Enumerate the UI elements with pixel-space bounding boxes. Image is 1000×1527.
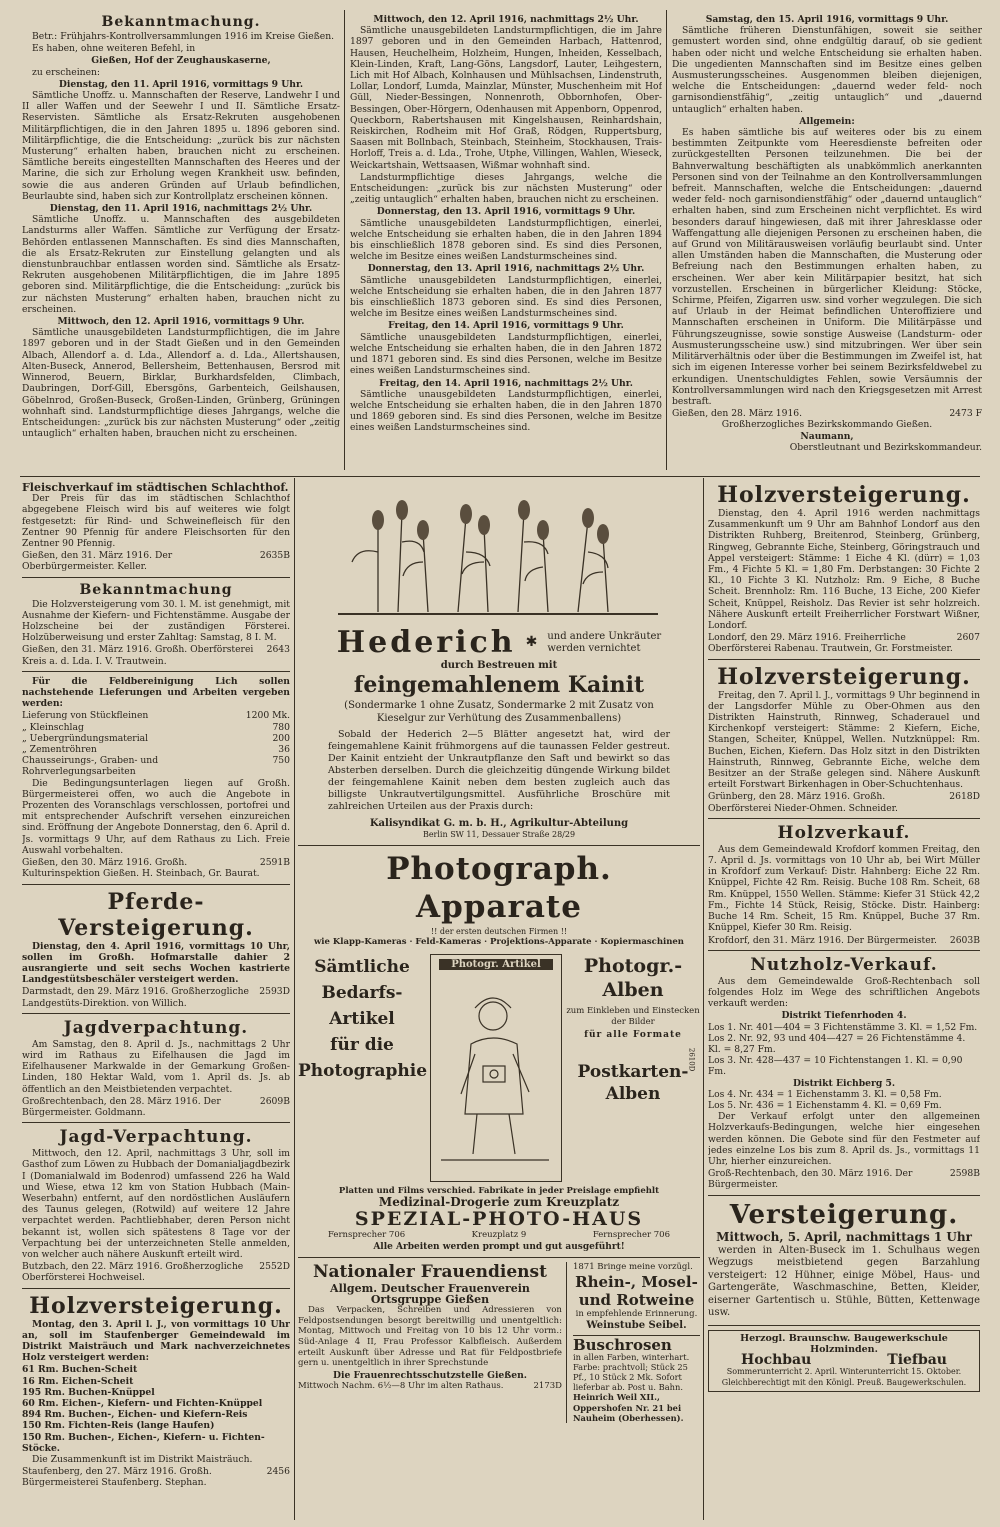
photo-albums-line: Photogr.- xyxy=(583,955,683,978)
ad-text: Die Bedingungsunterlagen liegen auf Großh. Bürgermeisterei offen, wo auch die Angebote in Prozenten des Voranschlags verschlossen, portofrei und mit entsprechender Aufschrift versehen einzureichen sind. Eröffnung der Angebote Donnerstag, den 6. April d. Js. vormittags 9 Uhr, auf dem Rathaus zu Lich. Freie Auswahl vorbehalten. xyxy=(22,777,290,856)
column-3-bottom xyxy=(708,482,980,1522)
photo-spezial: SPEZIAL-PHOTO-HAUS xyxy=(354,1208,644,1231)
hederich-paren: (Sondermarke 1 ohne Zusatz, Sondermarke 2 mit Zusatz von Kieselgur zur Verhütung des Zusammenballens) xyxy=(344,700,654,725)
date-heading: Freitag, den 14. April 1916, nachmittags 2½ Uhr. xyxy=(379,377,633,389)
ad-text: Dienstag, den 4. April 1916, vormittags 10 Uhr, sollen im Großh. Hofmarstalle dahier 2 ausrangierte und seit sechs Wochen kastrierte Landgestütsbeschäler versteigert werden. xyxy=(22,940,290,986)
date-heading: Mittwoch, den 12. April 1916, nachmittags 2½ Uhr. xyxy=(373,14,639,25)
delivery-row xyxy=(22,733,290,744)
ad-title: Fleischverkauf im städtischen Schlachthof. xyxy=(22,482,289,494)
frauendienst-sig: Die Frauenrechtsschutzstelle Gießen. xyxy=(332,1369,527,1381)
ad-title: Jagdverpachtung. xyxy=(63,1017,249,1038)
ad-signature: Darmstadt, den 29. März 1916. Großherzogliche Landgestüts-Direktion. von Willich. xyxy=(22,986,249,1009)
ad-ref: 2473 F xyxy=(949,408,982,420)
ad-ref: 2635B xyxy=(259,550,290,562)
auction-date: Mittwoch, 5. April, nachmittags 1 Uhr xyxy=(716,1229,972,1244)
ad-text: Der Preis für das im städtischen Schlachthof abgegebene Fleisch wird bis auf weiteres wie folgt festgesetzt: für Rind- und Schweinefleisch für den Zentner 90 Pfennig für andere Fleischsorten für den Zentner 90 Pfennig. xyxy=(22,493,290,550)
ad-ref: 2610D xyxy=(686,1047,695,1072)
frauendienst-text: Das Verpacken, Schreiben und Adressieren von Feldpostsendungen besorgt bereitwillig und unentgeltlich: Montag, Mittwoch und Freitag von 10 bis 12 Uhr vorm.: Süd-Anlage 4 II, Frau Professor Kalbfleisch. Außerdem erteilt Auskunft über Adresse und Rat für Feldpostbriefe gern u. unentgeltlich in ihrer Sprechstunde xyxy=(298,1305,562,1369)
delivery-label: „ Zementröhren xyxy=(22,744,97,756)
ad-title: Holzverkauf. xyxy=(777,822,911,843)
hederich-durch: durch Bestreuen mit xyxy=(440,660,558,671)
notice-text: Sämtliche unausgebildeten Landsturmpflichtigen, einerlei, welche Entscheidung sie erhalten haben, die in den Jahren 1870 und 1869 geboren sind. Es sind dies Personen, welche im Besitze eines weißen Landsturmscheines sind. xyxy=(350,388,662,434)
ad-signature: Staufenberg, den 27. März 1916. Großh. Bürgermeisterei Staufenberg. Stephan. xyxy=(22,1466,212,1489)
section-heading: Allgemein: xyxy=(799,115,855,127)
hederich-address: Berlin SW 11, Dessauer Straße 28/29 xyxy=(422,830,576,840)
date-heading: Samstag, den 15. April 1916, vormittags 9 Uhr. xyxy=(705,14,949,25)
ad-signature: Londorf, den 29. März 1916. Freiherrliche Oberförsterei Rabenau. Trautwein, Gr. Forstmeister. xyxy=(708,632,953,655)
delivery-label: „ Uebergründungsmaterial xyxy=(22,732,149,744)
ad-ref: 2603B xyxy=(949,934,980,946)
lot: Los 1. Nr. 401—404 = 3 Fichtenstämme 3. Kl. = 1,52 Fm. xyxy=(708,1021,978,1033)
notice-text: Sämtliche unausgebildeten Landsturmpflichtigen, die im Jahre 1897 geboren und in der Stadt Gießen und in den Gemeinden Albach, Allendorf a. d. Lda., Allendorf a. d. Lda., Allertshausen, Alten-Buseck, Annerod, Bellersheim, Bettenhausen, Bersrod mit Winnerod, Beuern, Birklar, Burkhardsfelden, Climbach, Daubringen, Dorf-Gill, Ebersgöns, Garbenteich, Geilshausen, Göbelnrod, Großen-Buseck, Großen-Linden, Grünberg, Grüningen wohnhaft sind. Landsturmpflichtige dieses Jahrgangs, welche die Entscheidungen: „zurück bis zur nächsten Musterung“ oder „zeitig untauglich“ erhalten haben, brauchen nicht zu erscheinen. xyxy=(22,327,340,440)
wood-item: 150 Rm. Buchen-, Eichen-, Kiefern- u. Fichten-Stöcke. xyxy=(22,1431,265,1454)
ad-jagd-2 xyxy=(22,1127,290,1283)
postcard-albums-line: Postkarten- xyxy=(577,1062,689,1083)
delivery-list xyxy=(22,710,290,777)
buschrosen-text: in allen Farben, winterhart. Farbe: prachtvoll; Stück 25 Pf., 10 Stück 2 Mk. Sofort lieferbar ab. Post u. Bahn. xyxy=(572,1351,690,1393)
district: Distrikt Eichberg 5. xyxy=(792,1077,896,1089)
notice-text: Sämtliche unausgebildeten Landsturmpflichtigen, die im Jahre 1897 geboren und in den Gemeinden Harbach, Hattenrod, Hausen, Heuchelheim, Holzheim, Hungen, Inheiden, Kesselbach, Klein-Linden, Kraft, Lang-Göns, Langsdorf, Lauter, Leihgestern, Lich mit Hof Albach, Kolnhausen und Mühlsachsen, Lindenstruth, Lollar, Londorf, Lumda, Mainzlar, Münster, Muschenheim mit Hof Güll, Nieder-Bessingen, Nonnenroth, Obbornhofen, Ober-Bessingen, Ober-Hörgern, Odenhausen mit Appenborn, Oppenrod, Queckborn, Rabertshausen mit Kingelshausen, Reinhardshain, Reiskirchen, Rodheim mit Hof Graß, Rödgen, Ruppertsburg, Saasen mit Bollnbach, Steinbach, Steinheim, Stockhausen, Trais-Horloff, Treis a. d. Lda., Trohe, Utphe, Villingen, Wahlen, Wieseck, Weickartshain, Wettsaasen, Wißmar wohnhaft sind. xyxy=(350,25,662,171)
lot: Los 5. Nr. 436 = 1 Eichenstamm 4. Kl. = 0,69 Fm. xyxy=(708,1099,942,1111)
notice-text: Sämtliche unausgebildeten Landsturmpflichtigen, einerlei, welche Entscheidung sie erhalten haben, die in den Jahren 1894 bis einschließlich 1878 geboren sind. Es sind dies Personen, welche im Besitze eines weißen Landsturmscheines sind. xyxy=(350,217,662,263)
section-rule xyxy=(20,476,980,477)
ad-signature: Großrechtenbach, den 28. März 1916. Der Bürgermeister. Goldmann. xyxy=(22,1095,221,1118)
postcard-albums-line: Alben xyxy=(605,1084,661,1105)
photo-left-text xyxy=(298,954,426,1084)
signature-place: Gießen, den 28. März 1916. xyxy=(672,408,803,420)
photo-title: Photograph. Apparate xyxy=(386,850,612,925)
delivery-row xyxy=(22,710,290,721)
school-hochbau: Hochbau xyxy=(741,1351,812,1368)
hederich-sub2: werden vernichtet xyxy=(547,643,641,654)
photo-left-line: für die xyxy=(330,1035,394,1056)
wein-intro: 1871 Bringe meine vorzügl. xyxy=(572,1261,693,1272)
ad-jagd-1 xyxy=(22,1018,290,1118)
lot: Los 4. Nr. 434 = 1 Eichenstamm 3. Kl. = 0,58 Fm. xyxy=(708,1088,942,1100)
ad-title: Jagd-Verpachtung. xyxy=(59,1127,253,1148)
photo-body xyxy=(298,954,700,1186)
ad-frauendienst xyxy=(298,1262,567,1423)
column-1-bottom xyxy=(22,482,290,1522)
ad-ref: 2591B xyxy=(259,857,290,869)
wood-item: 150 Rm. Fichten-Reis (lange Haufen) xyxy=(22,1420,215,1432)
buschrosen-sig: Heinrich Weil XII., Oppershofen Nr. 21 bei Nauheim (Oberhessen). xyxy=(572,1392,684,1423)
bek-text: Es haben, ohne weiteren Befehl, in xyxy=(32,43,196,55)
wein-title-line: und Rotweine xyxy=(578,1291,695,1310)
lot: Los 2. Nr. 92, 93 und 404—427 = 26 Fichtenstämme 4. Kl. = 8,27 Fm. xyxy=(708,1032,966,1055)
wood-item: 894 Rm. Buchen-, Eichen- und Kiefern-Reis xyxy=(22,1409,248,1421)
delivery-row xyxy=(22,744,290,755)
ad-title: Versteigerung. xyxy=(729,1199,959,1230)
photo-plates: Platten und Films verschied. Fabrikate in jeder Preislage empfiehlt xyxy=(338,1186,660,1197)
ad-text: Aus dem Gemeindewald Krofdorf kommen Freitag, den 7. April d. Js. vormittags von 10 Uhr ab, bei Wirt Müller in Krofdorf zum Verkauf: Distr. Hahnberg: Eiche 22 Rm. Knüppel, Fichte 42 Rm. Reisig. Buche 108 Rm. Scheit, 68 Rm. Knüppel, 1550 Wellen. Stämme: Kiefer 31 Stück 42,2 Fm., Fichte 14 Stück, Reisig, Stöcke. Distr. Hainberg: Buche 14 Rm. Scheit, 15 Rm. Knüppel, Buche 37 Rm. Knüppel, Kiefer 30 Rm. Reisig. xyxy=(708,843,980,934)
ad-ref: 2456 xyxy=(266,1466,290,1478)
school-foot: Gleichberechtigt mit den Königl. Preuß. Baugewerkschulen. xyxy=(721,1378,967,1388)
ad-pferde xyxy=(22,889,290,1009)
column-rule xyxy=(344,10,345,470)
ad-ref: 2607 xyxy=(956,632,980,644)
frauendienst-time: Mittwoch Nachm. 6½—8 Uhr im alten Rathaus. xyxy=(298,1381,504,1391)
ad-ref: 2598B xyxy=(949,1168,980,1180)
bek-text2: zu erscheinen: xyxy=(32,66,101,78)
ad-text: Dienstag, den 4. April 1916 werden nachmittags Zusammenkunft um 9 Uhr am Bahnhof Londorf aus den Distrikten Ruhberg, Breitenrod, Steinberg, Grünberg, Ringweg, Gebrannte Eiche, Steinberg, Göringstrauch und Appel versteigert: Stämme: 1 Eiche 4 Kl. (dürr) = 1,03 Fm., 4 Fichte 5 Kl. = 1,80 Fm. Derbstangen: 30 Fichte 2 Kl., 10 Fichte 3 Kl. Nutzholz: Rm. 9 Eiche, 8 Buche Scheit. Brennholz: Rm. 116 Buche, 13 Eiche, 200 Kiefer Scheit, Knüppel, Reisholz. Das Revier ist sehr holzreich. Nähere Auskunft erteilt Freiherrlicher Forstwart Wißner, Londorf. xyxy=(708,508,980,632)
ad-text: Die Zusammenkunft ist im Distrikt Maisträuch. xyxy=(32,1454,253,1466)
photo-left-line: Bedarfs- xyxy=(321,983,403,1004)
ad-text: Freitag, den 7. April l. J., vormittags 9 Uhr beginnend in der Langsdorfer Mühle zu Ober-Ohmen aus den Distrikten Hainstruth, Rinnweg, Schaderauel und Kirchenkopf versteigert: Stämme: 2 Kiefern, Eiche, Stangen, Scheiter, Knüppel, Wellen. Nutzknüppel: Rm. Buchen, Eichen, Kiefern. Das Holz sitzt in den Distrikten Hainstruth, Rinnweg, Gebrannte Eiche, welche dem Besitzer an der Straße gelegen sind. Nähere Auskunft erteilt Forstwart Birkenhagen in Ober-Schuchtenhaus. xyxy=(708,689,980,791)
ad-ref: 2643 xyxy=(266,644,290,656)
ad-text: Am Samstag, den 8. April d. Js., nachmittags 2 Uhr wird im Rathaus zu Eifelhausen die Jagd im Eifelhausener Markwalde in der Gemarkung Großen-Linden, 180 Hektar Wald, vom 1. April ds. Js. ab öffentlich an den Meistbietenden verpachtet. xyxy=(22,1038,290,1095)
delivery-value: 750 xyxy=(272,755,290,767)
ad-signature: Gießen, den 31. März 1916. Großh. Oberförsterei Kreis a. d. Lda. I. V. Trautwein. xyxy=(22,644,254,667)
delivery-label: Chausseirungs-, Graben- und Rohrverlegungsarbeiten xyxy=(22,755,159,778)
wein-title-line: Rhein-, Mosel- xyxy=(575,1273,698,1292)
photo-left-line: Artikel xyxy=(329,1009,395,1030)
notice-text: Es haben sämtliche bis auf weiteres oder bis zu einem bestimmten Zeitpunkte vom Heeresdienste befreiten oder zurückgestellten Personen teilzunehmen. Die bei der Bahnverwaltung beschäftigten als unabkömmlich anerkannten Personen sind von der Teilnahme an den Kontrollversammlungen befreit. Mannschaften, welche die Entscheidungen: „dauernd weder feld- noch garnisondienstfähig“ oder „dauernd untauglich“ erhalten haben, sind zum Erscheinen nicht verpflichtet. Es wird besonders darauf hingewiesen, daß mit ihrer Jahresklasse oder Waffengattung alle diejenigen Personen zu erscheinen haben, die auf Grund von Militärausweisen vorläufig beurlaubt sind. Unter allen Umständen haben die Mannschaften, die Musterung oder Befreiung nach den Bestimmungen erhalten haben, zu erscheinen. Wer aber kein Militärpapier besitzt, hat sich vorzustellen. Erscheinen in bürgerlicher Kleidung: Stöcke, Schirme, Pfeifen, Zigarren usw. sind vorher wegzulegen. Die sich auf Urlaub in der Heimat befindlichen Unteroffiziere und Mannschaften erscheinen in Uniform. Die Militärpässe und Führungszeugnisse, sowie sonstige Ausweise (Landsturm- oder Ausmusterungsscheine usw.) sind mitzubringen. Wer über sein Militärverhältnis oder über die Bestimmungen im Zweifel ist, hat sich im eigenen Interesse vorher bei seinem Bezirksfeldwebel zu erkundigen. Unentschuldigtes Fehlen, sowie Versäumnis der Kontrollversammlungen wird nach den Kriegsgesetzen mit Arrest bestraft. xyxy=(672,127,982,407)
frauendienst-sub: Allgem. Deutscher Frauenverein xyxy=(330,1281,530,1295)
ad-versteigerung xyxy=(708,1200,980,1321)
column-3-top xyxy=(672,14,982,474)
photo-left-line: Sämtliche xyxy=(314,957,410,978)
frauendienst-title: Nationaler Frauendienst xyxy=(313,1261,547,1282)
ad-signature: Butzbach, den 22. März 1916. Großherzogliche Oberförsterei Hochweisel. xyxy=(22,1261,244,1284)
notice-text: Sämtliche Unoffz. u. Mannschaften der Reserve, Landwehr I und II aller Waffen und der Seewehr I und II. Sämtliche Ersatz-Reservisten. Sämtliche als Ersatz-Rekruten ausgehobenen Militärpflichtigen, die in den Jahren 1895 u. 1896 geboren sind. Militärpflichtige, die die Entscheidung: „zurück bis zur nächsten Musterung“ erhalten haben, brauchen nicht zu erscheinen. Sämtliche bereits eingestellten Mannschaften des Heeres und der Marine, die sich zur Erholung wegen Krankheit usw. befinden, sowie die aus anderen Gründen auf Urlaub befindlichen, Beurlaubte sind, haben sich zur Kontrollplatz erscheinen können. xyxy=(22,90,340,202)
notice-text: Sämtliche früheren Dienstunfähigen, soweit sie seither gemustert worden sind, ohne endgültig darauf, ob sie gedient haben oder nicht und welche Entscheidung sie erhalten haben. Die ungedienten Mannschaften sind im Besitze eines gelben Ausmusterungsscheines. Ausgenommen bleiben diejenigen, welche die Entscheidungen: „dauernd weder feld- noch garnisondienstfähig“, „zeitig untauglich“ und „dauernd untauglich“ erhalten haben. xyxy=(672,25,982,115)
ad-signature: Krofdorf, den 31. März 1916. Der Bürgermeister. xyxy=(708,934,937,946)
bek-betr: Betr.: Frühjahrs-Kontrollversammlungen 1916 im Kreise Gießen. xyxy=(32,31,335,42)
hederich-sub1: und andere Unkräuter xyxy=(547,631,662,642)
school-tiefbau: Tiefbau xyxy=(887,1351,947,1368)
ad-text: Die Holzversteigerung vom 30. l. M. ist genehmigt, mit Ausnahme der Kiefern- und Fichtenstämme. Ausgabe der Holzscheine bei der zuständigen Försterei. Holzüberweisung und erster Zahltag: Samstag, 8 I. M. xyxy=(22,598,290,644)
photo-right xyxy=(566,954,700,1105)
signature-title: Oberstleutnant und Bezirkskommandeur. xyxy=(789,441,982,453)
photo-formats: für alle Formate xyxy=(584,1030,682,1041)
ad-title: Nutzholz-Verkauf. xyxy=(750,954,938,975)
date-heading: Freitag, den 14. April 1916, vormittags 9 Uhr. xyxy=(388,320,624,332)
photo-albums xyxy=(566,954,700,1002)
ad-signature: Gießen, den 31. März 1916. Der Oberbürgermeister. Keller. xyxy=(22,550,173,573)
wein-title xyxy=(573,1273,700,1309)
phone-1: Fernsprecher 706 xyxy=(328,1230,406,1241)
column-1-top xyxy=(22,14,340,474)
column-rule xyxy=(703,478,704,1520)
date-heading: Dienstag, den 11. April 1916, nachmittags 2½ Uhr. xyxy=(49,203,313,215)
ad-text: Montag, den 3. April l. J., von vormittags 10 Uhr an, soll im Staufenberger Gemeindewald im Distrikt Maisträuch und Mark nachverzeichnetes Holz versteigert werden: xyxy=(22,1318,290,1364)
ad-title: Holzversteigerung. xyxy=(29,1292,283,1319)
ad-text: werden in Alten-Buseck im 1. Schulhaus wegen Wegzugs meistbietend gegen Barzahlung versteigert: 12 Hühner, einige Möbel, Haus- und Gartengeräte, Waschmaschine, Betten, Kleider, eiserner Gartentisch u. Stühle, Bütten, Kettenwage usw. xyxy=(708,1244,980,1319)
photographer-figure xyxy=(431,974,559,1170)
wood-item: 60 Rm. Eichen-, Kiefern- und Fichten-Knüppel xyxy=(22,1398,263,1409)
delivery-row xyxy=(22,755,290,777)
notice-text: Sämtliche unausgebildeten Landsturmpflichtigen, einerlei, welche Entscheidung sie erhalten haben, die in den Jahren 1877 bis einschließlich 1873 geboren sind. Es sind dies Personen, welche im Besitze eines weißen Landsturmscheines sind. xyxy=(350,274,662,320)
delivery-row xyxy=(22,722,290,733)
column-middle xyxy=(298,482,700,1522)
date-heading: Donnerstag, den 13. April 1916, vormittags 9 Uhr. xyxy=(376,206,636,218)
phone-2: Fernsprecher 706 xyxy=(592,1230,670,1241)
ad-signature: Grünberg, den 28. März 1916. Großh. Oberförsterei Nieder-Ohmen. Schneider. xyxy=(708,791,898,814)
date-heading: Donnerstag, den 13. April 1916, nachmittags 2½ Uhr. xyxy=(367,263,645,275)
bek-title: Bekanntmachung. xyxy=(101,14,261,30)
photo-sign: Photogr. Artikel xyxy=(439,959,553,970)
photo-line2: wie Klapp-Kameras · Feld-Kameras · Projektions-Apparate · Kopiermaschinen xyxy=(313,936,684,947)
ad-ref: 2173D xyxy=(533,1381,562,1391)
star-icon: ✱ xyxy=(525,634,538,651)
hederich-kainit: feingemahlenem Kainit xyxy=(353,672,645,699)
ad-ref: 2618D xyxy=(949,791,980,803)
wein-text: in empfehlende Erinnerung. xyxy=(575,1309,698,1320)
photo-albums-sub: zum Einkleben und Einstecken der Bilder xyxy=(566,1006,700,1028)
delivery-value: 1200 Mk. xyxy=(245,710,290,722)
ad-title: Pferde-Versteigerung. xyxy=(58,888,254,941)
ad-ref: 2609B xyxy=(259,1095,290,1107)
column-2-top xyxy=(350,14,662,474)
district: Distrikt Tiefenrhoden 4. xyxy=(781,1010,907,1022)
notice-text: Sämtliche unausgebildeten Landsturmpflichtigen, einerlei, welche Entscheidung sie erhalten haben, die in den Jahren 1872 und 1871 geboren sind. Es sind dies Personen, welche im Besitze eines weißen Landsturmscheines sind. xyxy=(350,331,662,377)
column-rule xyxy=(666,10,667,470)
ad-title: Holzversteigerung. xyxy=(717,482,971,508)
notice-text: Landsturmpflichtige dieses Jahrgangs, welche die Entscheidungen: „zurück bis zur nächsten Musterung“ oder „zeitig untauglich“ erhalten haben, brauchen nicht zu erscheinen. xyxy=(350,171,662,206)
photo-illustration xyxy=(430,954,562,1182)
photo-footer: Alle Arbeiten werden prompt und gut ausgeführt! xyxy=(373,1241,625,1252)
notice-text: Sämtliche Unoffz. u. Mannschaften des ausgebildeten Landsturms aller Waffen. Sämtliche zur Verfügung der Ersatz-Behörden entlassenen Mannschaften. Es sind dies Mannschaften, die als Ersatz-Rekruten zur Einstellung gelangten und als dienstunbrauchbar entlassen worden sind. Sämtliche als Ersatz-Rekruten ausgehobenen Militärpflichtigen, die im Jahre 1895 geboren sind. Militärpflichtige, die die Entscheidung: „zurück bis zur nächsten Musterung“ erhalten haben, brauchen nicht zu erscheinen. xyxy=(22,214,340,315)
wood-list xyxy=(22,1364,290,1454)
frauendienst-sub2: Ortsgruppe Gießen xyxy=(370,1293,490,1307)
ad-signature: Gießen, den 30. März 1916. Großh. Kulturinspektion Gießen. H. Steinbach, Gr. Baurat. xyxy=(22,857,260,880)
buschrosen-title: Buschrosen xyxy=(572,1336,672,1355)
ad-schlachthof xyxy=(22,482,290,573)
lot: Los 3. Nr. 428—437 = 10 Fichtenstangen 1. Kl. = 0,90 Fm. xyxy=(708,1055,963,1078)
delivery-label: „ Kleinschlag xyxy=(22,721,84,733)
ad-wein xyxy=(573,1262,700,1423)
hederich-text: Sobald der Hederich 2—5 Blätter angesetzt hat, wird der feingemahlene Kainit frühmorgens auf die taunassen Felder gestreut. Der Kainit entzieht der Unkrautpflanze den Saft und bewirkt so das Absterben derselben. Durch die gleichzeitig düngende Wirkung bildet der feingemahlene Kainit neben dem besten zugleich auch das billigste Unkrautvertilgungsmittel. Ausführliche Broschüre mit zahlreichen Urteilen aus der Praxis durch: xyxy=(328,729,670,813)
ad-holz-1 xyxy=(22,1293,290,1489)
photo-line1: !! der ersten deutschen Firmen !! xyxy=(430,926,568,936)
ad-title: Bekanntmachung xyxy=(79,581,233,598)
hederich-firm: Kalisyndikat G. m. b. H., Agrikultur-Abteilung xyxy=(369,818,629,830)
ad-title: Holzversteigerung. xyxy=(717,663,971,690)
signature-name: Naumann, xyxy=(800,430,854,442)
ad-holzminden xyxy=(708,1330,980,1392)
hederich-title: Hederich xyxy=(336,625,516,660)
ad-text: Der Verkauf erfolgt unter den allgemeinen Holzverkaufs-Bedingungen, welche hier eingesehen werden können. Die Gebote sind für den Festmeter auf jedes einzelne Los bis zum 8. April ds. Js., vormittags 11 Uhr, hierher einzureichen. xyxy=(708,1111,980,1167)
column-rule xyxy=(294,478,295,1520)
ad-text: Aus dem Gemeindewalde Groß-Rechtenbach soll folgendes Holz im Wege des schriftlichen Angebots verkauft werden: xyxy=(708,975,980,1010)
ad-ref: 2552D xyxy=(259,1261,290,1273)
school-line: Sommerunterricht 2. April. Winterunterricht 15. Oktober. xyxy=(726,1367,962,1377)
ad-text: Mittwoch, den 12. April, nachmittags 3 Uhr, soll im Gasthof zum Löwen zu Hubbach der Domanialjagdbezirk I (Domanialwald im Bodenrod) umfassend 226 ha Wald und Wiese, etwa 12 km von Station Hubbach (Main-Weserbahn) entfernt, auf den nordöstlichen Ausläufern des Taunus gelegen, (Rotwild) auf weitere 12 Jahre verpachtet werden. Pachtliebhaber, deren Person nicht bekannt ist, wollen sich spätestens 8 Tage vor der Verpachtung bei der unterzeichneten Stelle anmelden, von welcher auch nähere Auskunft erteilt wird. xyxy=(22,1148,290,1260)
bek-place: Gießen, Hof der Zeughauskaserne, xyxy=(91,55,271,67)
ad-holzverkauf xyxy=(708,823,980,946)
photo-albums-line: Alben xyxy=(602,979,664,1002)
date-heading: Dienstag, den 11. April 1916, vormittags 9 Uhr. xyxy=(58,78,304,90)
delivery-value: 200 xyxy=(272,732,290,744)
ad-holz-2 xyxy=(708,482,980,655)
ad-signature: Groß-Rechtenbach, den 30. März 1916. Der Bürgermeister. xyxy=(708,1168,913,1191)
photo-left-line: Photographie xyxy=(298,1061,428,1082)
ad-intro: Für die Feldbereinigung Lich sollen nachstehende Lieferungen und Arbeiten vergeben werden: xyxy=(22,675,290,710)
kreuzplatz: Kreuzplatz 9 xyxy=(471,1230,527,1241)
delivery-value: 780 xyxy=(272,721,290,733)
delivery-label: Lieferung von Stückfleinen xyxy=(22,710,149,722)
ad-nutzholz xyxy=(708,955,980,1191)
wood-item: 195 Rm. Buchen-Knüppel xyxy=(22,1386,155,1398)
ad-ref: 2593D xyxy=(259,986,290,998)
delivery-value: 36 xyxy=(278,744,290,756)
photo-drogerie: Medizinal-Drogerie zum Kreuzplatz xyxy=(378,1195,620,1210)
ad-bekanntmachung-2 xyxy=(22,582,290,667)
date-heading: Mittwoch, den 12. April 1916, vormittags 9 Uhr. xyxy=(57,316,305,328)
wood-item: 16 Rm. Eichen-Scheit xyxy=(22,1375,134,1387)
hederich-illustration xyxy=(298,482,700,622)
school-title: Herzogl. Braunschw. Baugewerkschule Holzminden. xyxy=(740,1332,948,1355)
ad-lieferungen xyxy=(22,676,290,880)
signature: Großherzogliches Bezirkskommando Gießen. xyxy=(721,419,933,431)
wood-item: 61 Rm. Buchen-Scheit xyxy=(22,1364,138,1376)
wein-sig: Weinstube Seibel. xyxy=(586,1320,687,1332)
ad-holz-3 xyxy=(708,664,980,814)
postcard-albums xyxy=(566,1061,700,1105)
